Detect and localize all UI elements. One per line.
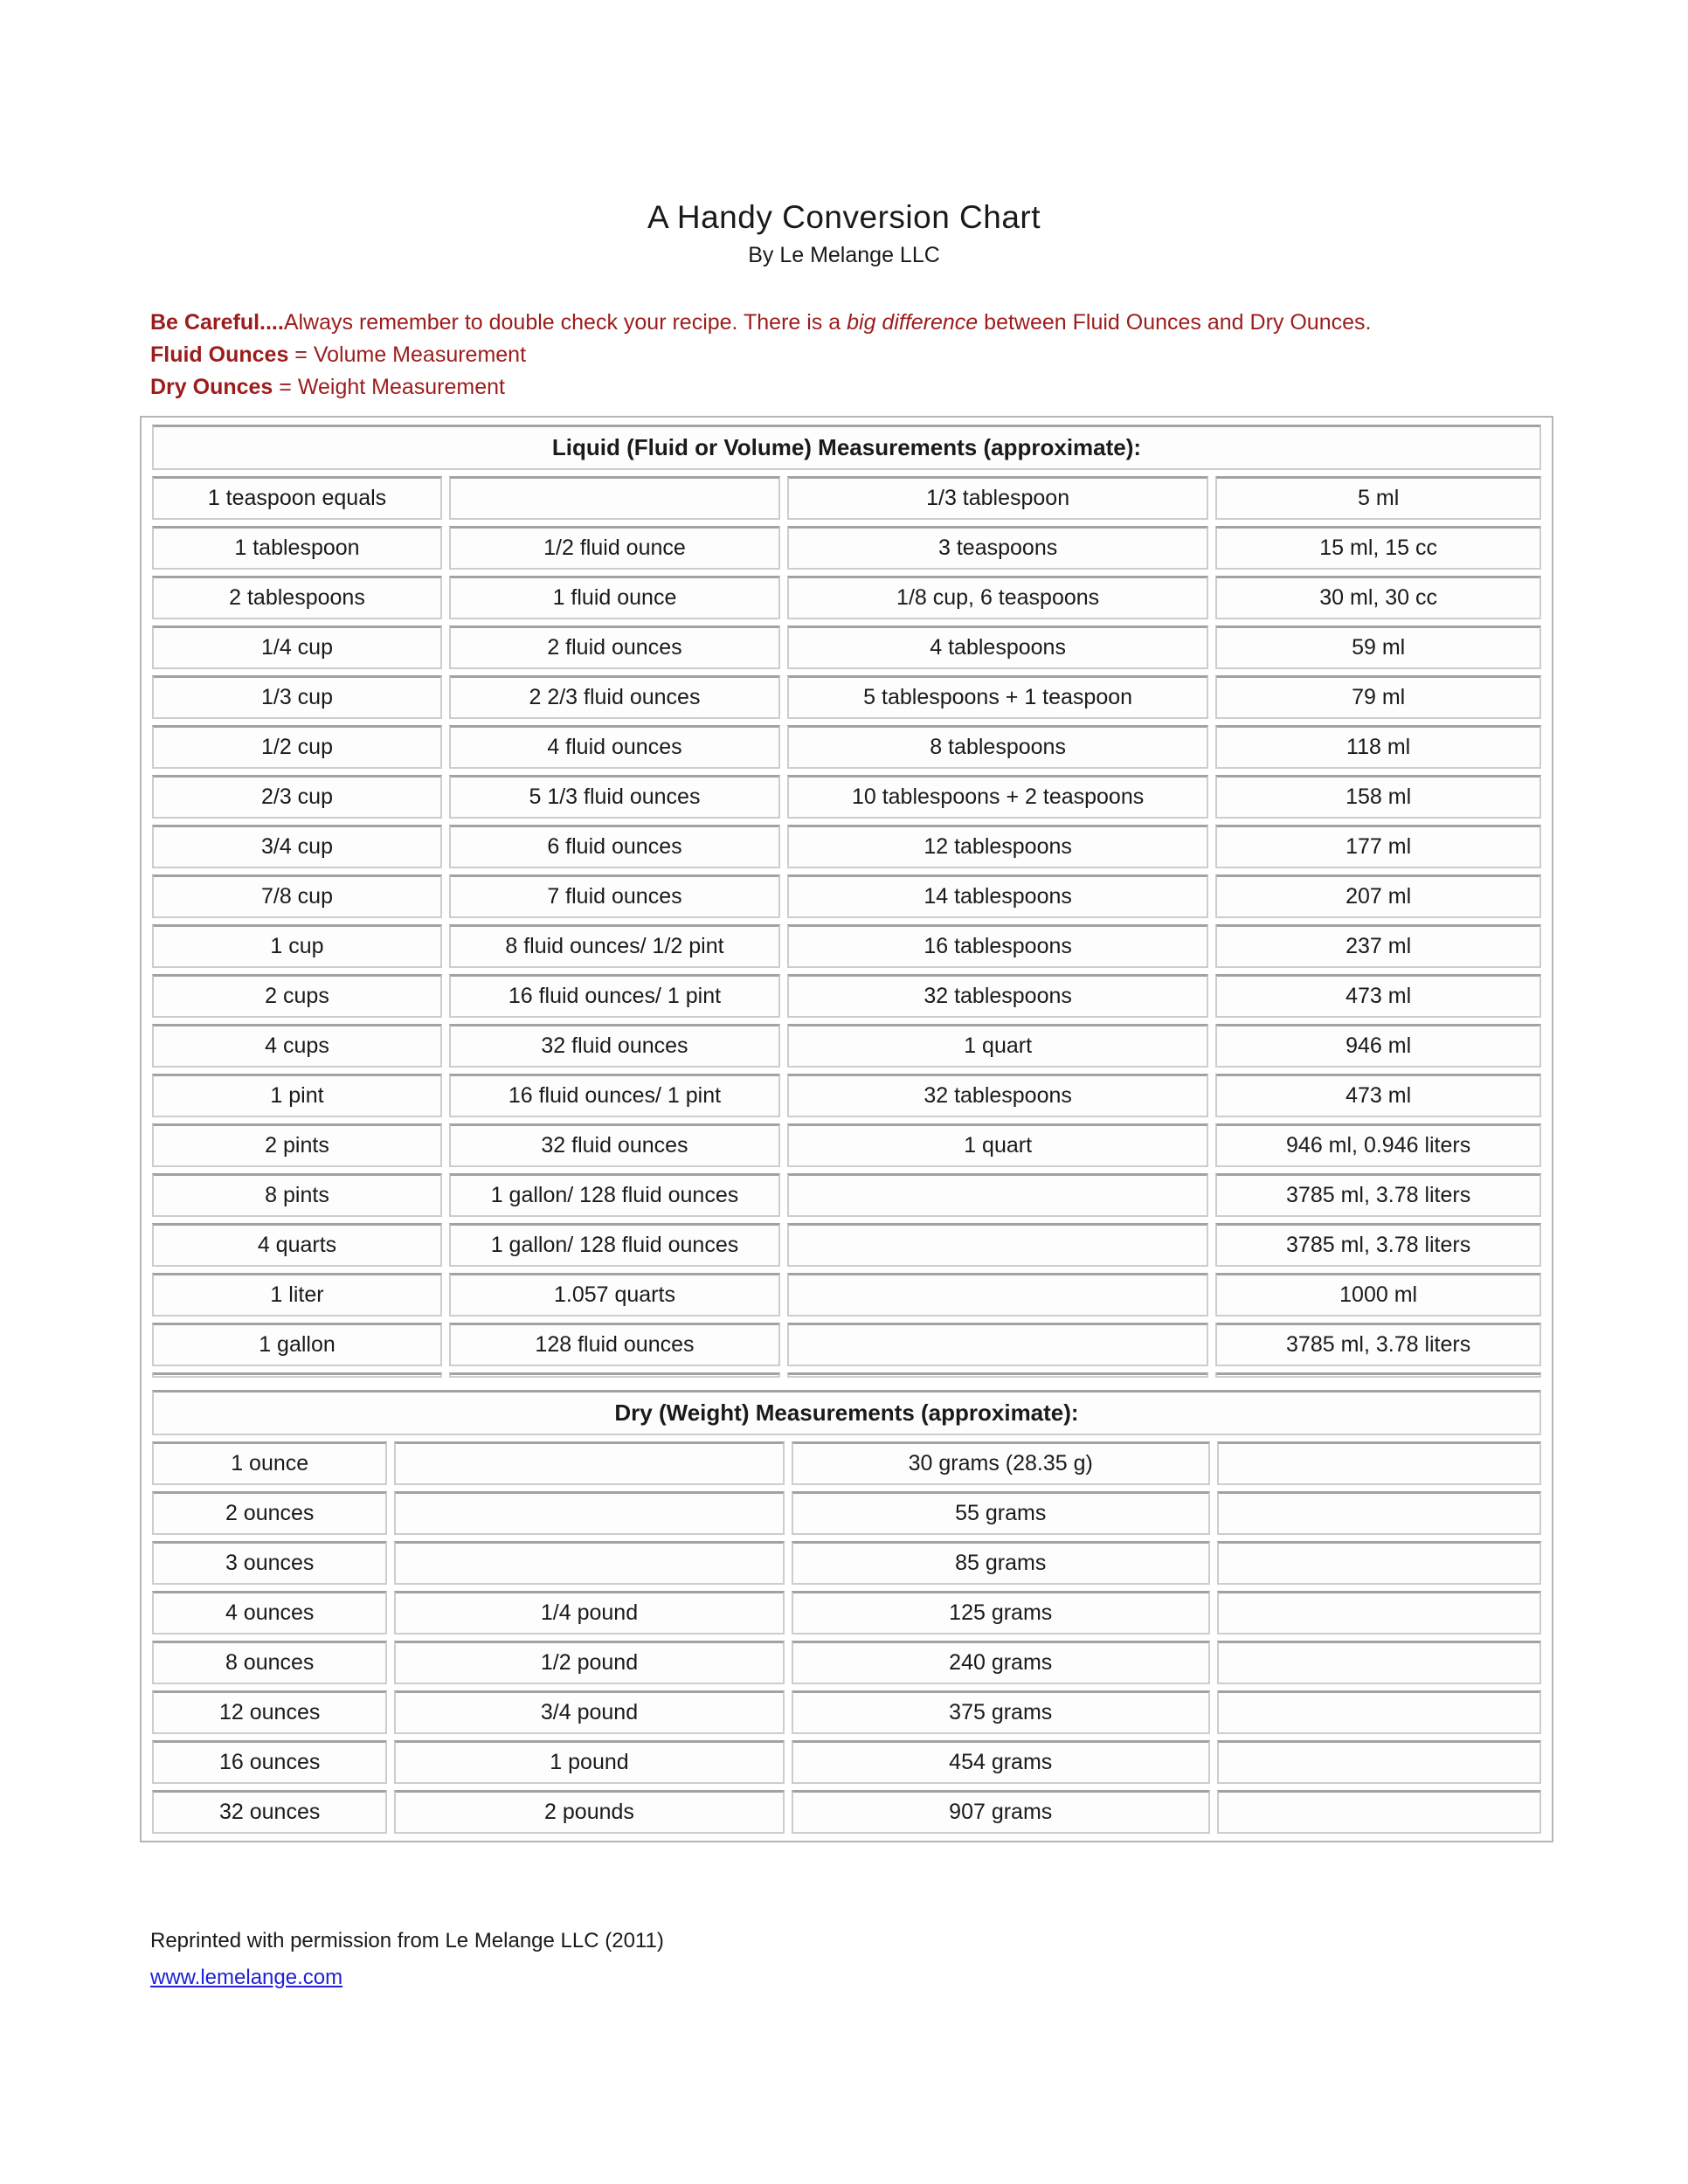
table-cell: 907 grams	[792, 1790, 1210, 1834]
table-cell: 3785 ml, 3.78 liters	[1215, 1173, 1541, 1217]
table-cell: 1.057 quarts	[449, 1273, 780, 1317]
table-cell	[1217, 1641, 1541, 1684]
table-cell: 1/3 cup	[152, 675, 442, 719]
table-cell: 2 cups	[152, 974, 442, 1018]
table-row	[152, 1740, 1541, 1784]
table-cell: 2/3 cup	[152, 775, 442, 819]
table-row	[152, 974, 1541, 1018]
table-cell	[1217, 1541, 1541, 1585]
table-cell	[394, 1491, 784, 1535]
spacer-cell	[449, 1372, 780, 1378]
table-row	[152, 1541, 1541, 1585]
table-cell: 55 grams	[792, 1491, 1210, 1535]
table-row	[152, 1123, 1541, 1167]
table-cell: 128 fluid ounces	[449, 1323, 780, 1366]
footer-credit: Reprinted with permission from Le Melange LLC (2011)	[150, 1929, 664, 1952]
table-cell: 3 ounces	[152, 1541, 387, 1585]
table-cell	[787, 1173, 1208, 1217]
spacer-body	[152, 1372, 1541, 1378]
table-row	[152, 874, 1541, 918]
table-cell: 6 fluid ounces	[449, 825, 780, 868]
table-cell: 2 fluid ounces	[449, 625, 780, 669]
spacer-cell	[1215, 1372, 1541, 1378]
table-cell: 15 ml, 15 cc	[1215, 526, 1541, 570]
table-cell: 2 ounces	[152, 1491, 387, 1535]
table-row	[152, 1690, 1541, 1734]
table-cell	[394, 1441, 784, 1485]
table-cell: 1/2 cup	[152, 725, 442, 769]
table-cell: 32 ounces	[152, 1790, 387, 1834]
liquid-measurements-table	[145, 418, 1548, 1384]
table-cell: 946 ml	[1215, 1024, 1541, 1068]
table-row	[152, 725, 1541, 769]
table-body	[152, 1441, 1541, 1834]
table-cell: 32 fluid ounces	[449, 1123, 780, 1167]
warning-careful-text: Always remember to double check your recipe. There is a	[283, 310, 847, 335]
table-row	[152, 1323, 1541, 1366]
spacer-cell	[787, 1372, 1208, 1378]
table-row	[152, 775, 1541, 819]
table-cell: 1 pound	[394, 1740, 784, 1784]
table-cell: 79 ml	[1215, 675, 1541, 719]
table-cell: 2 pints	[152, 1123, 442, 1167]
table-cell: 14 tablespoons	[787, 874, 1208, 918]
dry-table-header-row	[152, 1390, 1541, 1435]
table-row	[152, 526, 1541, 570]
table-cell: 2 2/3 fluid ounces	[449, 675, 780, 719]
warning-fluid-text: = Volume Measurement	[288, 342, 527, 367]
table-cell	[787, 1223, 1208, 1267]
table-cell: 12 ounces	[152, 1690, 387, 1734]
table-cell: 454 grams	[792, 1740, 1210, 1784]
table-cell: 946 ml, 0.946 liters	[1215, 1123, 1541, 1167]
table-row	[152, 1273, 1541, 1317]
footer	[150, 1923, 1557, 1996]
table-cell: 4 fluid ounces	[449, 725, 780, 769]
table-cell: 1 liter	[152, 1273, 442, 1317]
page-title: A Handy Conversion Chart	[647, 199, 1041, 235]
table-cell: 59 ml	[1215, 625, 1541, 669]
table-cell: 3 teaspoons	[787, 526, 1208, 570]
table-cell: 10 tablespoons + 2 teaspoons	[787, 775, 1208, 819]
table-cell: 8 fluid ounces/ 1/2 pint	[449, 924, 780, 968]
table-cell: 1 gallon/ 128 fluid ounces	[449, 1223, 780, 1267]
table-cell: 1 cup	[152, 924, 442, 968]
table-cell: 1/2 pound	[394, 1641, 784, 1684]
table-cell: 16 fluid ounces/ 1 pint	[449, 974, 780, 1018]
table-cell: 30 grams (28.35 g)	[792, 1441, 1210, 1485]
table-cell: 1 pint	[152, 1074, 442, 1117]
warning-block	[150, 307, 1557, 404]
table-cell: 7/8 cup	[152, 874, 442, 918]
table-cell: 16 fluid ounces/ 1 pint	[449, 1074, 780, 1117]
table-cell: 8 pints	[152, 1173, 442, 1217]
table-cell: 3/4 cup	[152, 825, 442, 868]
table-cell: 1 gallon/ 128 fluid ounces	[449, 1173, 780, 1217]
table-cell: 5 tablespoons + 1 teaspoon	[787, 675, 1208, 719]
liquid-table-header-row	[152, 425, 1541, 470]
table-row	[152, 625, 1541, 669]
warning-careful-bold: Be Careful....	[150, 310, 284, 335]
warning-careful-end: between Fluid Ounces and Dry Ounces.	[978, 310, 1372, 335]
warning-dry-bold: Dry Ounces	[150, 375, 273, 399]
table-cell: 4 ounces	[152, 1591, 387, 1635]
table-cell	[449, 476, 780, 520]
table-row	[152, 1173, 1541, 1217]
table-cell: 5 ml	[1215, 476, 1541, 520]
table-cell: 2 pounds	[394, 1790, 784, 1834]
table-cell: 1/4 cup	[152, 625, 442, 669]
table-cell	[394, 1541, 784, 1585]
table-cell: 4 quarts	[152, 1223, 442, 1267]
table-cell: 1/4 pound	[394, 1591, 784, 1635]
table-cell	[1217, 1591, 1541, 1635]
page-subtitle: By Le Melange LLC	[748, 243, 940, 267]
table-row	[152, 1491, 1541, 1535]
table-cell: 118 ml	[1215, 725, 1541, 769]
table-cell: 125 grams	[792, 1591, 1210, 1635]
table-cell: 30 ml, 30 cc	[1215, 576, 1541, 619]
table-cell: 473 ml	[1215, 974, 1541, 1018]
table-cell: 5 1/3 fluid ounces	[449, 775, 780, 819]
table-body	[152, 476, 1541, 1366]
table-cell: 1 fluid ounce	[449, 576, 780, 619]
dry-measurements-table	[145, 1384, 1548, 1840]
table-row	[152, 924, 1541, 968]
table-cell: 3785 ml, 3.78 liters	[1215, 1223, 1541, 1267]
table-cell: 1 tablespoon	[152, 526, 442, 570]
table-cell: 473 ml	[1215, 1074, 1541, 1117]
table-cell: 32 fluid ounces	[449, 1024, 780, 1068]
table-cell: 8 ounces	[152, 1641, 387, 1684]
table-cell: 32 tablespoons	[787, 1074, 1208, 1117]
table-cell: 237 ml	[1215, 924, 1541, 968]
table-cell: 207 ml	[1215, 874, 1541, 918]
table-cell	[1217, 1740, 1541, 1784]
table-cell: 16 tablespoons	[787, 924, 1208, 968]
liquid-table-header: Liquid (Fluid or Volume) Measurements (approximate):	[152, 425, 1541, 470]
table-cell	[1217, 1441, 1541, 1485]
warning-line-careful	[150, 307, 1557, 339]
table-row	[152, 1223, 1541, 1267]
table-cell: 375 grams	[792, 1690, 1210, 1734]
spacer-row	[152, 1372, 1541, 1378]
conversion-tables	[140, 416, 1553, 1842]
table-cell: 1/3 tablespoon	[787, 476, 1208, 520]
table-row	[152, 576, 1541, 619]
table-cell: 177 ml	[1215, 825, 1541, 868]
table-row	[152, 825, 1541, 868]
warning-careful-italic: big difference	[847, 310, 979, 335]
table-cell: 4 cups	[152, 1024, 442, 1068]
footer-link[interactable]: www.lemelange.com	[150, 1966, 343, 1989]
table-cell: 240 grams	[792, 1641, 1210, 1684]
table-row	[152, 1024, 1541, 1068]
table-cell	[787, 1323, 1208, 1366]
table-cell: 1/8 cup, 6 teaspoons	[787, 576, 1208, 619]
table-row	[152, 1790, 1541, 1834]
table-cell	[1217, 1491, 1541, 1535]
spacer-cell	[152, 1372, 442, 1378]
table-cell: 3785 ml, 3.78 liters	[1215, 1323, 1541, 1366]
table-row	[152, 476, 1541, 520]
table-cell: 8 tablespoons	[787, 725, 1208, 769]
table-cell	[1217, 1790, 1541, 1834]
table-cell: 1 teaspoon equals	[152, 476, 442, 520]
table-cell: 1000 ml	[1215, 1273, 1541, 1317]
warning-line-dry	[150, 371, 1557, 404]
table-cell: 85 grams	[792, 1541, 1210, 1585]
table-cell: 1 ounce	[152, 1441, 387, 1485]
table-cell	[787, 1273, 1208, 1317]
table-cell: 1 gallon	[152, 1323, 442, 1366]
dry-table-header: Dry (Weight) Measurements (approximate):	[152, 1390, 1541, 1435]
table-row	[152, 1074, 1541, 1117]
table-cell: 12 tablespoons	[787, 825, 1208, 868]
table-cell: 7 fluid ounces	[449, 874, 780, 918]
table-cell: 4 tablespoons	[787, 625, 1208, 669]
table-cell: 2 tablespoons	[152, 576, 442, 619]
table-cell: 158 ml	[1215, 775, 1541, 819]
table-row	[152, 675, 1541, 719]
table-cell: 1 quart	[787, 1123, 1208, 1167]
table-cell: 3/4 pound	[394, 1690, 784, 1734]
warning-line-fluid	[150, 339, 1557, 371]
warning-dry-text: = Weight Measurement	[273, 375, 505, 399]
table-row	[152, 1441, 1541, 1485]
table-cell: 1/2 fluid ounce	[449, 526, 780, 570]
table-cell	[1217, 1690, 1541, 1734]
table-cell: 32 tablespoons	[787, 974, 1208, 1018]
table-cell: 16 ounces	[152, 1740, 387, 1784]
warning-fluid-bold: Fluid Ounces	[150, 342, 289, 367]
table-cell: 1 quart	[787, 1024, 1208, 1068]
table-row	[152, 1591, 1541, 1635]
table-row	[152, 1641, 1541, 1684]
